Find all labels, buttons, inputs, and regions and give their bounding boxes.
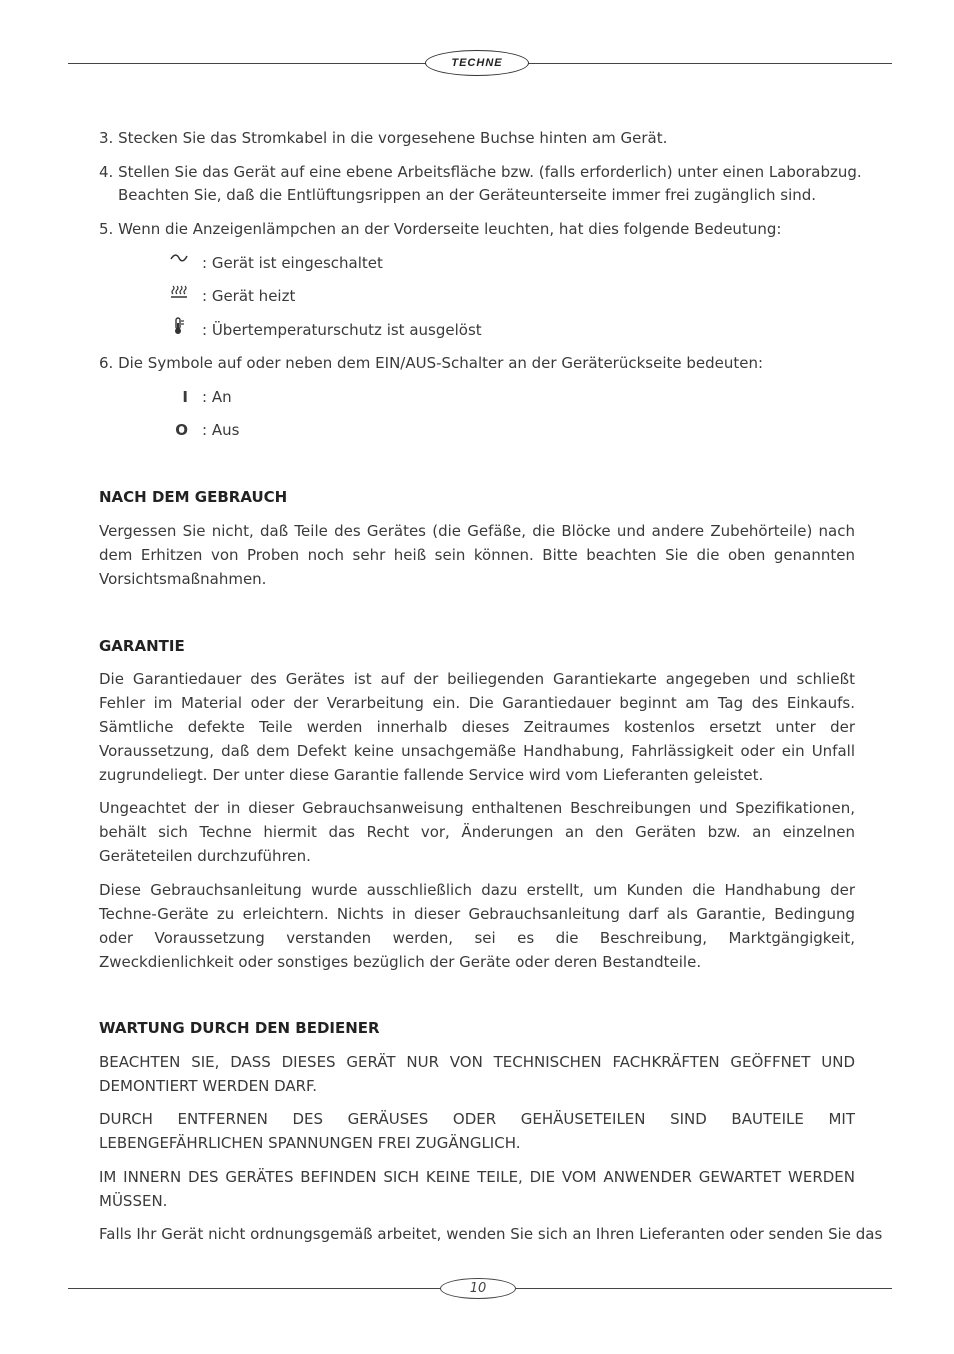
switch-off-label: : Aus: [202, 421, 240, 439]
page-number: 10: [440, 1278, 516, 1299]
paragraph: Diese Gebrauchsanleitung wurde ausschließlich dazu erstellt, um Kunden die Handhabung der Techne-Geräte zu erleichtern. Nichts in dieser Gebrauchsanleitung darf als Garantie, Bedingung oder Voraussetzung verstanden werden, sei es die Beschreibung, Marktgängigkeit, Zweckdienlichkeit oder sonstiges bezüglich der Geräte oder deren Bestandteile.: [99, 881, 855, 971]
section-heading-wartung: WARTUNG DURCH DEN BEDIENER: [99, 1019, 380, 1037]
paragraph: Falls Ihr Gerät nicht ordnungsgemäß arbeitet, wenden Sie sich an Ihren Lieferanten oder senden Sie das: [99, 1225, 883, 1243]
heat-icon: [160, 283, 188, 307]
paragraph: BEACHTEN SIE, DASS DIESES GERÄT NUR VON TECHNISCHEN FACHKRÄFTEN GEÖFFNET UND DEMONTIERT WERDEN DARF.: [99, 1053, 855, 1095]
paragraph: Die Garantiedauer des Gerätes ist auf der beiliegenden Garantiekarte angegeben und schließt Fehler im Material oder der Verarbeitung ein. Die Garantiedauer beginnt am Tag des Einkaufs. Sämtliche defekte Teile werden innerhalb dieses Zeitraumes kostenlos ersetzt unter der Voraussetzung, daß dem Defekt keine unsachgemäße Handhabung, Fahrlässigkeit oder ein Unfall zugrundeliegt. Der unter diese Garantie fallende Service wird vom Lieferanten geleistet.: [99, 670, 855, 784]
list-item-4-continued: Beachten Sie, daß die Entlüftungsrippen an der Geräteunterseite immer frei zugänglich sind.: [118, 186, 817, 204]
paragraph: DURCH ENTFERNEN DES GERÄUSES ODER GEHÄUSETEILEN SIND BAUTEILE MIT LEBENGEFÄHRLICHEN SPANNUNGEN FREI ZUGÄNGLICH.: [99, 1110, 855, 1152]
logo-text: TECHNE: [451, 57, 503, 69]
switch-off-symbol: O: [175, 421, 188, 439]
thermometer-icon: [160, 317, 188, 342]
lamp-on-label: : Gerät ist eingeschaltet: [202, 254, 383, 272]
techne-logo: [425, 50, 529, 76]
tilde-icon: [160, 248, 188, 272]
paragraph: Ungeachtet der in dieser Gebrauchsanweisung enthaltenen Beschreibungen und Spezifikationen, behält sich Techne hiermit das Recht vor, Änderungen an den Geräten bzw. an einzelnen Geräteteilen durchzuführen.: [99, 799, 855, 865]
list-item-4: 4. Stellen Sie das Gerät auf eine ebene Arbeitsfläche bzw. (falls erforderlich) unter einen Laborabzug.: [99, 163, 862, 181]
paragraph: IM INNERN DES GERÄTES BEFINDEN SICH KEINE TEILE, DIE VOM ANWENDER GEWARTET WERDEN MÜSSEN.: [99, 1168, 855, 1210]
lamp-heating-label: : Gerät heizt: [202, 287, 296, 305]
list-item-6: 6. Die Symbole auf oder neben dem EIN/AUS-Schalter an der Geräterückseite bedeuten:: [99, 354, 764, 372]
section-heading-nach-dem-gebrauch: NACH DEM GEBRAUCH: [99, 488, 288, 506]
switch-on-label: : An: [202, 388, 232, 406]
lamp-overtemp-label: : Übertemperaturschutz ist ausgelöst: [202, 321, 482, 339]
paragraph: Vergessen Sie nicht, daß Teile des Gerätes (die Gefäße, die Blöcke und andere Zubehörteile) nach dem Erhitzen von Proben noch sehr heiß sein können. Bitte beachten Sie die oben genannten Vorsichtsmaßnahmen.: [99, 522, 855, 588]
section-heading-garantie: GARANTIE: [99, 637, 185, 655]
list-item-5: 5. Wenn die Anzeigenlämpchen an der Vorderseite leuchten, hat dies folgende Bedeutung:: [99, 220, 782, 238]
list-item-3: 3. Stecken Sie das Stromkabel in die vorgesehene Buchse hinten am Gerät.: [99, 129, 668, 147]
switch-on-symbol: I: [182, 388, 188, 406]
